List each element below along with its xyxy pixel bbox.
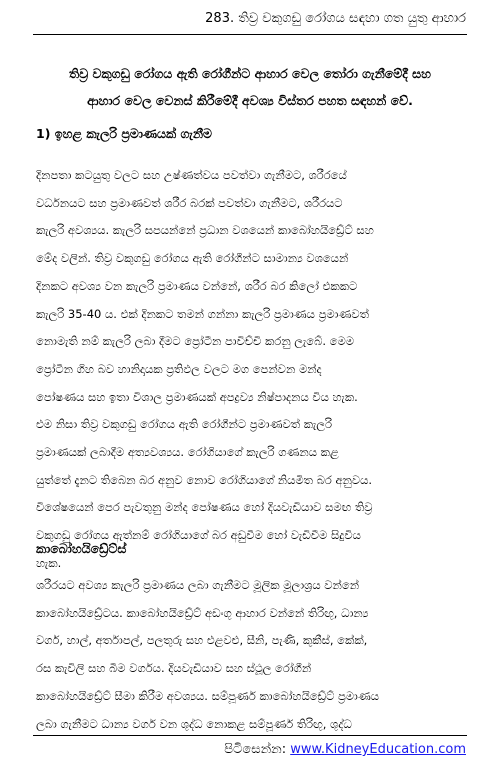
text-line: වකුගඩු රෝගය ඇත්නම් රෝගියාගේ බර අඩුවීම හෝ වැඩිවීම සිදුවිය	[36, 528, 361, 543]
intro-line: ආහාර වෙල වෙනස් කිරීමේදී අවශ්‍ය විස්තර පහත සඳහන් වේ.	[87, 93, 413, 108]
website-link[interactable]: www.KidneyEducation.com	[290, 742, 466, 757]
text-line: ප්‍රෝටීන ගිහ බව හානිදායක ප්‍රතිඵල වලට මග පෙන්වන මන්ද	[36, 361, 322, 376]
footer-rule	[33, 735, 467, 736]
running-header	[34, 10, 466, 28]
text-line: විශේෂයෙන් පෙර පැවතුනු මන්ද පෝෂණය හෝ දියවැඩියාව සමඟ තිව්‍ර	[36, 500, 373, 515]
intro-line: තිව්‍ර වකුගඩු රෝගය ඇති රෝගීන්ට ආහාර වෙල තෝරා ගැනීමේදී සහ	[69, 66, 431, 81]
footer	[224, 740, 466, 760]
intro-paragraph	[36, 60, 464, 114]
text-line: එම නිසා තිව්‍ර වකුගඩු රෝගය ඇති රෝගීන්ට ප්‍රමාණවත් කැලරි	[36, 417, 333, 432]
text-line: මේද වලින්. තිව්‍ර වකුගඩු රෝගය ඇති රෝගීන්ට සාමාන්‍ය වශයෙන්	[36, 251, 349, 266]
text-line: වර්ධනයට සහ ප්‍රමාණවත් ශරීර බරක් පවත්වා ගැනීමට, ශරීරයට	[36, 195, 343, 210]
text-line: වර්ග, හාල්, අර්තාපල්, පලතුරු සහ එළවළු, සීනි, පැණි, කුකීස්, කේක්,	[36, 633, 368, 648]
text-line: කාබෝහයිඩ්‍රේට් සීමා කිරීම අවශ්‍යය. සම්පූර්ණ කාබෝහයිඩ්‍රේට් ප්‍රමාණය	[36, 688, 380, 703]
section-heading-calories: 1) ඉහළ කැලරි ප්‍රමාණයක් ගැනීම	[36, 126, 213, 141]
footer-label: පිටිසෙන්න:	[224, 742, 287, 757]
section-heading-carbohydrates: කාබෝහයිඩ්‍රේට්ස්	[36, 541, 127, 556]
text-line: දිනකට අවශ්‍ය වන කැලරි ප්‍රමාණය වන්නේ, ශරීර බර කිලෝ එකකට	[36, 278, 358, 293]
calories-paragraph	[36, 162, 464, 578]
text-line: පෝෂණය සහ ඉතා විශාල ප්‍රමාණයක් අපද්‍රව්‍ය නිෂ්පාදනය විය හැක.	[36, 389, 358, 404]
text-line: ප්‍රමාණයක් ලබාදීම අත්‍යවශ්‍යය. රෝගියාගේ කැලරි ගණනය කළ	[36, 445, 339, 460]
text-line: කැලරි අවශ්‍යය. කැලරි සපයන්නේ ප්‍රධාන වශයෙන් කාබෝහයිඩ්‍රේට් සහ	[36, 223, 374, 238]
text-line: ශරීරයට අවශ්‍ය කැලරි ප්‍රමාණය ලබා ගැනීමට මූලික මූලාශ්‍රය වන්නේ	[36, 578, 360, 592]
text-line: කාබෝහයිඩ්‍රේටය. කාබෝහයිඩ්‍රේට් අඩංගු ආහාර වන්නේ තිරිඟු, ධාන්‍ය	[36, 605, 369, 620]
page-number: 283.	[205, 11, 235, 26]
running-title: තිව්‍ර වකුගඩු රෝගය සඳහා ගත යුතු ආහාර	[238, 11, 466, 26]
text-line: රස කැවිලි සහ බීම වර්ගය. දියවැඩියාව සහ ස්ථූල රෝගීන්	[36, 661, 312, 676]
text-line: දිනපතා කටයුතු වලට සහ උෂ්ණත්වය පවත්වා ගැනීමට, ශරීරයේ	[36, 168, 347, 182]
text-line: කැලරි 35-40 ය. එක් දිනකට තමන් ගන්නා කැලරි ප්‍රමාණය ප්‍රමාණවත්	[36, 306, 369, 321]
text-line: යුත්තේ දැනට තිබෙන බර අනුව නොව රෝගියාගේ නියමිත බර අනුවය.	[36, 472, 373, 487]
carbohydrates-paragraph	[36, 572, 464, 738]
header-rule	[33, 34, 467, 35]
text-line: හැක.	[36, 555, 62, 570]
text-line: නොමැති නම් කැලරි ලබා දීමට ප්‍රෝටීන පාවිච්චි කරනු ලැබේ. මෙම	[36, 334, 355, 349]
text-line: ලබා ගැනීමට ධාන්‍ය වර්ග වන ශුද්ධ නොකළ සම්පූර්ණ තිරිඟු, ශුද්ධ	[36, 716, 352, 731]
